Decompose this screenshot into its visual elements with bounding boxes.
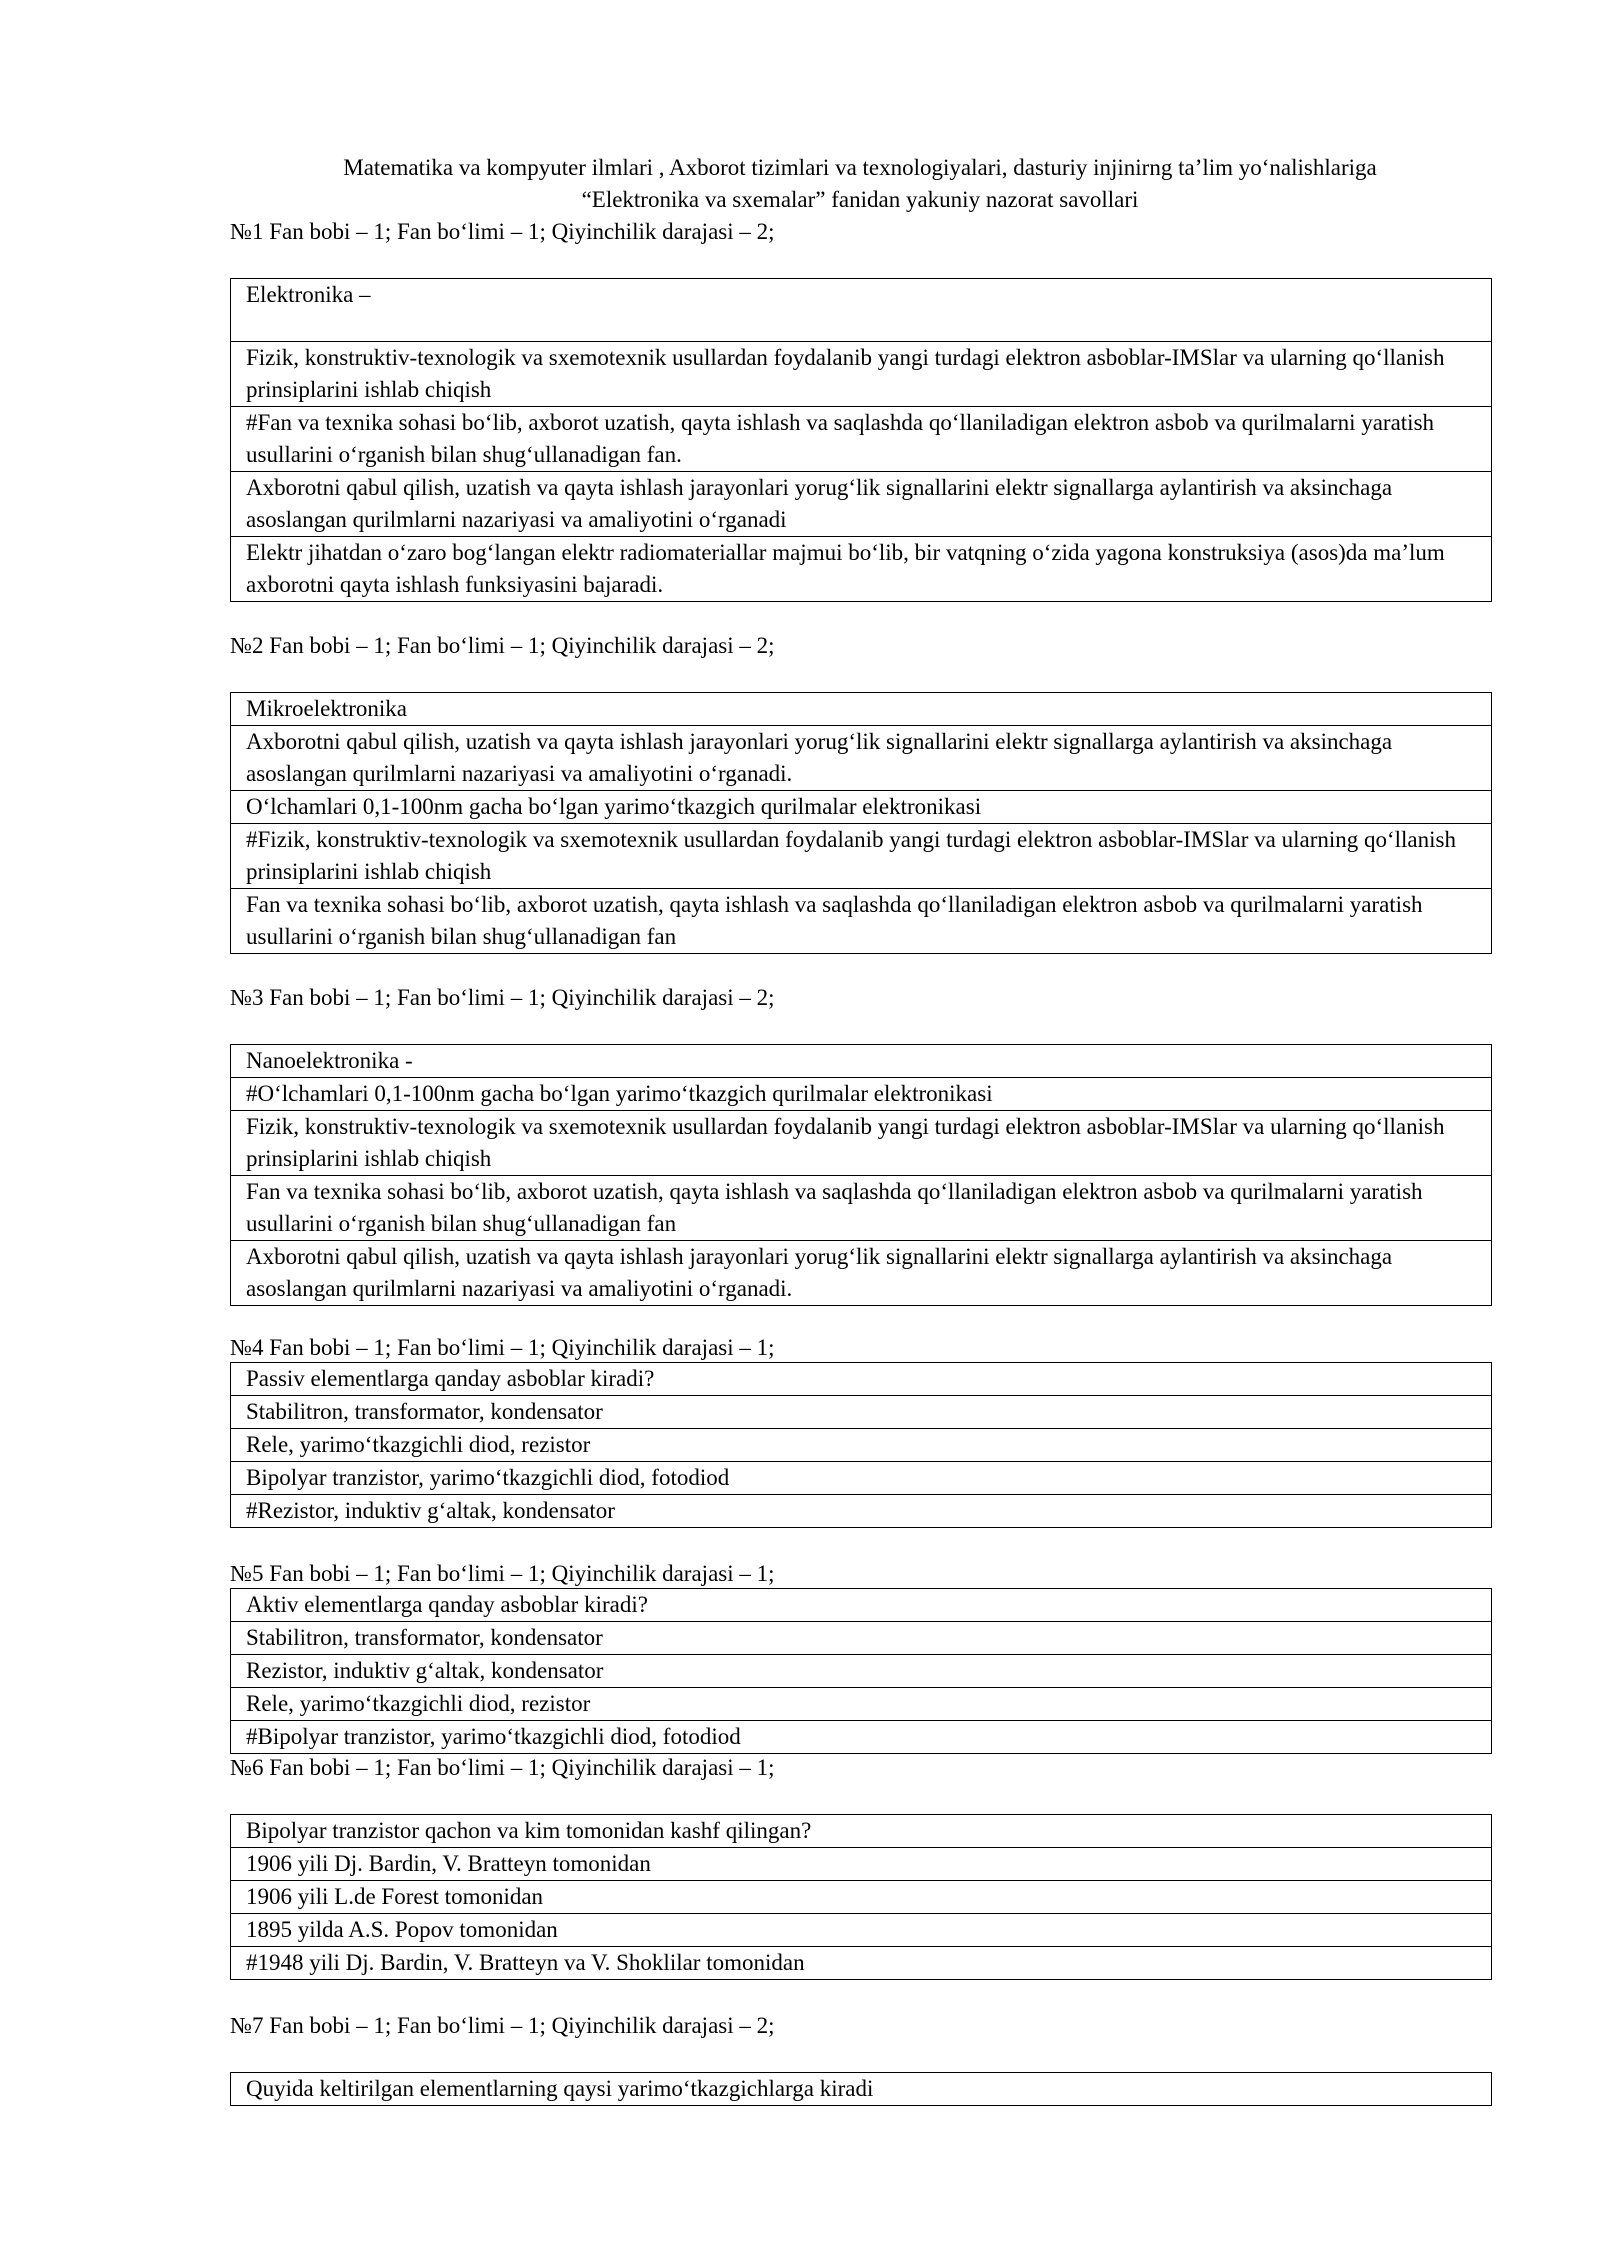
answer-option: Rele, yarimo‘tkazgichli diod, rezistor — [231, 1429, 1492, 1462]
answer-option: Stabilitron, transformator, kondensator — [231, 1622, 1492, 1655]
question-text: Bipolyar tranzistor qachon va kim tomonidan kashf qilingan? — [231, 1815, 1492, 1848]
answer-row — [231, 824, 1492, 889]
question-7-header: №7 Fan bobi – 1; Fan bo‘limi – 1; Qiyinchilik darajasi – 2; — [230, 2013, 775, 2038]
question-3-table — [230, 1044, 1492, 1306]
question-text: Aktiv elementlarga qanday asboblar kiradi? — [231, 1589, 1492, 1622]
answer-row — [231, 791, 1492, 824]
answer-option: Stabilitron, transformator, kondensator — [231, 1396, 1492, 1429]
answer-option: #Rezistor, induktiv g‘altak, kondensator — [231, 1495, 1492, 1528]
question-2-table — [230, 692, 1492, 954]
question-6-header: №6 Fan bobi – 1; Fan bo‘limi – 1; Qiyinchilik darajasi – 1; — [230, 1755, 775, 1780]
answer-row — [231, 1721, 1492, 1754]
question-row — [231, 693, 1492, 726]
answer-option: 1906 yili L.de Forest tomonidan — [231, 1881, 1492, 1914]
answer-option: Fan va texnika sohasi bo‘lib, axborot uzatish, qayta ishlash va saqlashda qo‘llaniladigan elektron asbob va qurilmalarni yaratish usullarini o‘rganish bilan shug‘ullanadigan fan — [231, 1176, 1492, 1241]
question-row — [231, 1363, 1492, 1396]
answer-row — [231, 1429, 1492, 1462]
question-5-table — [230, 1588, 1492, 1754]
question-text: Passiv elementlarga qanday asboblar kiradi? — [231, 1363, 1492, 1396]
answer-row — [231, 1914, 1492, 1947]
question-text: Mikroelektronika — [231, 693, 1492, 726]
answer-row — [231, 1396, 1492, 1429]
answer-option: Bipolyar tranzistor, yarimo‘tkazgichli diod, fotodiod — [231, 1462, 1492, 1495]
answer-option: #Bipolyar tranzistor, yarimo‘tkazgichli diod, fotodiod — [231, 1721, 1492, 1754]
document-title-line-1: Matematika va kompyuter ilmlari , Axborot tizimlari va texnologiyalari, dasturiy injinirng ta’lim yo‘nalishlariga — [343, 155, 1377, 180]
question-5-header: №5 Fan bobi – 1; Fan bo‘limi – 1; Qiyinchilik darajasi – 1; — [230, 1561, 775, 1586]
question-1-table — [230, 278, 1492, 602]
answer-row — [231, 342, 1492, 407]
answer-option: Rele, yarimo‘tkazgichli diod, rezistor — [231, 1688, 1492, 1721]
answer-row — [231, 1176, 1492, 1241]
answer-row — [231, 407, 1492, 472]
answer-option: Rezistor, induktiv g‘altak, kondensator — [231, 1655, 1492, 1688]
answer-option: #O‘lchamlari 0,1-100nm gacha bo‘lgan yarimo‘tkazgich qurilmalar elektronikasi — [231, 1078, 1492, 1111]
answer-row — [231, 726, 1492, 791]
answer-row — [231, 537, 1492, 602]
answer-row — [231, 1688, 1492, 1721]
answer-option: Axborotni qabul qilish, uzatish va qayta ishlash jarayonlari yorug‘lik signallarini elektr signallarga aylantirish va aksinchaga asoslangan qurilmlarni nazariyasi va amaliyotini o‘rganadi. — [231, 726, 1492, 791]
answer-row — [231, 1241, 1492, 1306]
answer-option: Fan va texnika sohasi bo‘lib, axborot uzatish, qayta ishlash va saqlashda qo‘llaniladigan elektron asbob va qurilmalarni yaratish usullarini o‘rganish bilan shug‘ullanadigan fan — [231, 889, 1492, 954]
answer-option: Axborotni qabul qilish, uzatish va qayta ishlash jarayonlari yorug‘lik signallarini elektr signallarga aylantirish va aksinchaga asoslangan qurilmlarni nazariyasi va amaliyotini o‘rganadi. — [231, 1241, 1492, 1306]
question-row — [231, 1045, 1492, 1078]
question-row — [231, 1589, 1492, 1622]
question-6-table — [230, 1814, 1492, 1980]
answer-row — [231, 1622, 1492, 1655]
question-text: Quyida keltirilgan elementlarning qaysi yarimo‘tkazgichlarga kiradi — [231, 2073, 1492, 2106]
answer-row — [231, 889, 1492, 954]
question-text: Nanoelektronika - — [231, 1045, 1492, 1078]
answer-option: Fizik, konstruktiv-texnologik va sxemotexnik usullardan foydalanib yangi turdagi elektron asboblar-IMSlar va ularning qo‘llanish prinsiplarini ishlab chiqish — [231, 342, 1492, 407]
question-4-table — [230, 1362, 1492, 1528]
document-title-line-2: “Elektronika va sxemalar” fanidan yakuniy nazorat savollari — [581, 187, 1139, 212]
question-2-header: №2 Fan bobi – 1; Fan bo‘limi – 1; Qiyinchilik darajasi – 2; — [230, 633, 775, 658]
question-row — [231, 1815, 1492, 1848]
question-4-header: №4 Fan bobi – 1; Fan bo‘limi – 1; Qiyinchilik darajasi – 1; — [230, 1335, 775, 1360]
question-row — [231, 279, 1492, 342]
question-7-table — [230, 2072, 1492, 2106]
question-row — [231, 2073, 1492, 2106]
answer-row — [231, 1848, 1492, 1881]
answer-option: O‘lchamlari 0,1-100nm gacha bo‘lgan yarimo‘tkazgich qurilmalar elektronikasi — [231, 791, 1492, 824]
answer-row — [231, 1881, 1492, 1914]
question-3-header: №3 Fan bobi – 1; Fan bo‘limi – 1; Qiyinchilik darajasi – 2; — [230, 985, 775, 1010]
answer-option: Fizik, konstruktiv-texnologik va sxemotexnik usullardan foydalanib yangi turdagi elektron asboblar-IMSlar va ularning qo‘llanish prinsiplarini ishlab chiqish — [231, 1111, 1492, 1176]
answer-option: 1906 yili Dj. Bardin, V. Bratteyn tomonidan — [231, 1848, 1492, 1881]
answer-row — [231, 472, 1492, 537]
answer-row — [231, 1111, 1492, 1176]
answer-row — [231, 1078, 1492, 1111]
question-text: Elektronika – — [231, 279, 1492, 342]
answer-row — [231, 1462, 1492, 1495]
answer-option: #1948 yili Dj. Bardin, V. Bratteyn va V. Shoklilar tomonidan — [231, 1947, 1492, 1980]
answer-row — [231, 1655, 1492, 1688]
answer-option: Axborotni qabul qilish, uzatish va qayta ishlash jarayonlari yorug‘lik signallarini elektr signallarga aylantirish va aksinchaga asoslangan qurilmlarni nazariyasi va amaliyotini o‘rganadi — [231, 472, 1492, 537]
answer-row — [231, 1495, 1492, 1528]
answer-option: #Fan va texnika sohasi bo‘lib, axborot uzatish, qayta ishlash va saqlashda qo‘llaniladigan elektron asbob va qurilmalarni yaratish usullarini o‘rganish bilan shug‘ullanadigan fan. — [231, 407, 1492, 472]
answer-option: 1895 yilda A.S. Popov tomonidan — [231, 1914, 1492, 1947]
answer-option: Elektr jihatdan o‘zaro bog‘langan elektr radiomateriallar majmui bo‘lib, bir vatqning o‘zida yagona konstruksiya (asos)da ma’lum axborotni qayta ishlash funksiyasini bajaradi. — [231, 537, 1492, 602]
question-1-header: №1 Fan bobi – 1; Fan bo‘limi – 1; Qiyinchilik darajasi – 2; — [230, 219, 775, 244]
answer-row — [231, 1947, 1492, 1980]
answer-option: #Fizik, konstruktiv-texnologik va sxemotexnik usullardan foydalanib yangi turdagi elektron asboblar-IMSlar va ularning qo‘llanish prinsiplarini ishlab chiqish — [231, 824, 1492, 889]
